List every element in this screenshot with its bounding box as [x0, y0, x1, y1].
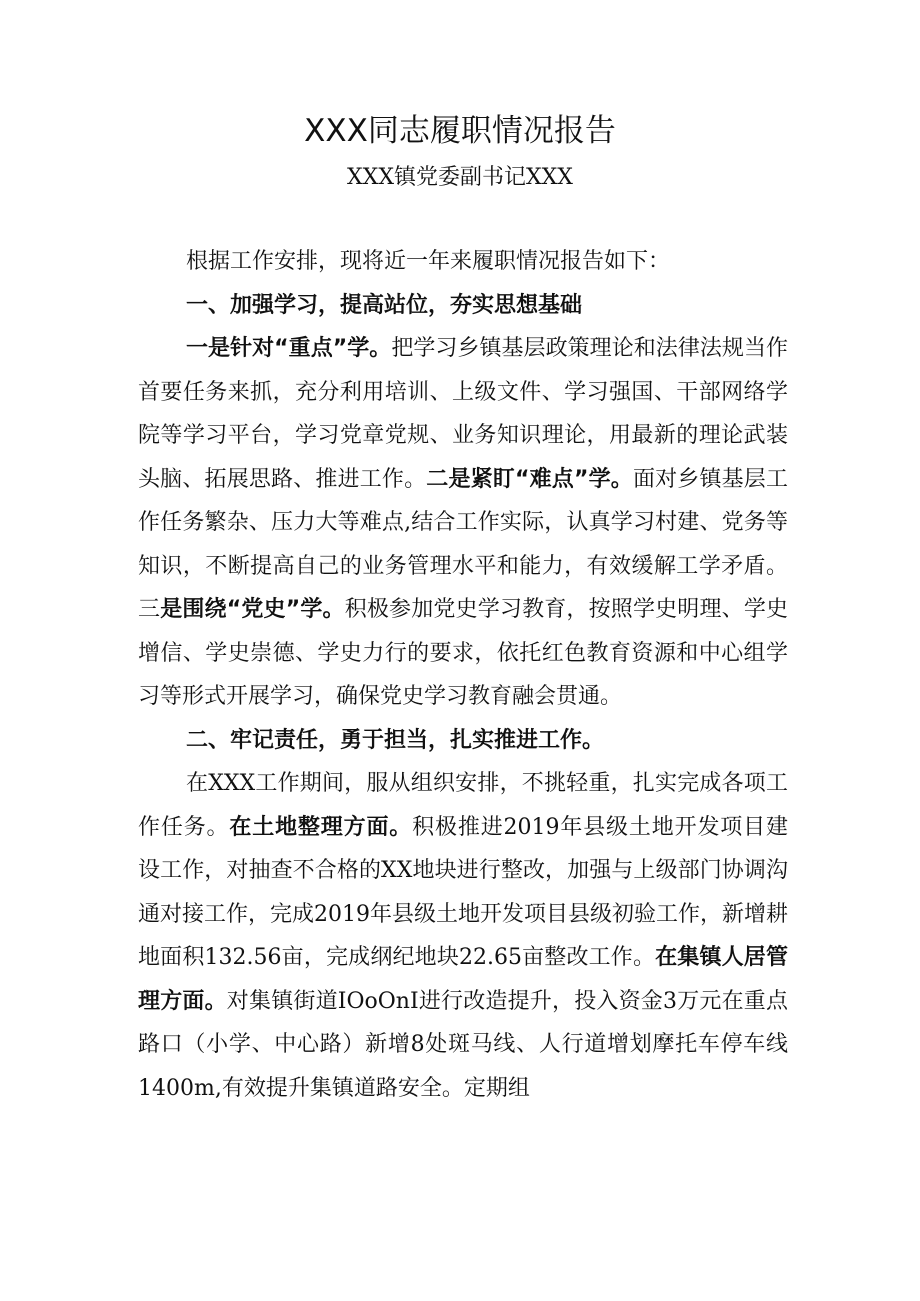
text-run: 积极推进2019年县级土地开发项目建设工作，对抽查不合格的XX地块进行整改，加强与上级部门协调沟通对接工作，完成2019年县级土地开发项目县级初验工作，新增耕地面积132.56亩，完成纲纪地块22.65亩整改工作。	[138, 814, 788, 970]
text-run: 积极参加党史学习教育，按照学史明理、学史增信、学史崇德、学史力行的要求，依托红色教育资源和中心组学习等形式开展学习，确保党史学习教育融会贯通。	[138, 597, 788, 709]
intro-paragraph: 根据工作安排，现将近一年来履职情况报告如下：	[186, 249, 671, 274]
section1-paragraph	[138, 327, 788, 719]
bold-lead-2: 二是紧盯“难点”学。	[426, 466, 633, 492]
section-heading-1: 一、加强学习，提高站位，夯实思想基础	[186, 292, 583, 318]
bold-lead-5: 在集镇人居管理方面。	[138, 945, 788, 1014]
section-heading-2: 二、牢记责任，勇于担当，扎实推进工作。	[186, 727, 605, 753]
document-title: XXX同志履职情况报告	[304, 113, 616, 149]
section2-paragraph	[138, 762, 788, 1110]
document-body	[138, 240, 788, 1110]
document-subtitle: XXX镇党委副书记XXX	[347, 165, 573, 190]
bold-lead-3: 是围绕“党史”学。	[160, 597, 345, 622]
bold-lead-4: 在土地整理方面。	[229, 814, 413, 840]
bold-lead-1: 一是针对“重点”学。	[186, 336, 392, 361]
text-run: 在XXX工作期间，服从组织安排，不挑轻重，扎实完成各项工作任务。	[138, 771, 788, 840]
text-run: 把学习乡镇基层政策理论和法律法规当作首要任务来抓，充分利用培训、上级文件、学习强国、干部网络学院等学习平台，学习党章党规、业务知识理论，用最新的理论武装头脑、拓展思路、推进工作。	[138, 336, 788, 492]
text-run: 对集镇街道IOoOnI进行改造提升，投入资金3万元在重点路口（小学、中心路）新增8处斑马线、人行道增划摩托车停车线1400m,有效提升集镇道路安全。定期组	[138, 988, 788, 1101]
text-run: 面对乡镇基层工作任务繁杂、压力大等难点,结合工作实际，认真学习村建、党务等知识，不断提高自己的业务管理水平和能力，有效缓解工学矛盾。三	[138, 466, 788, 622]
